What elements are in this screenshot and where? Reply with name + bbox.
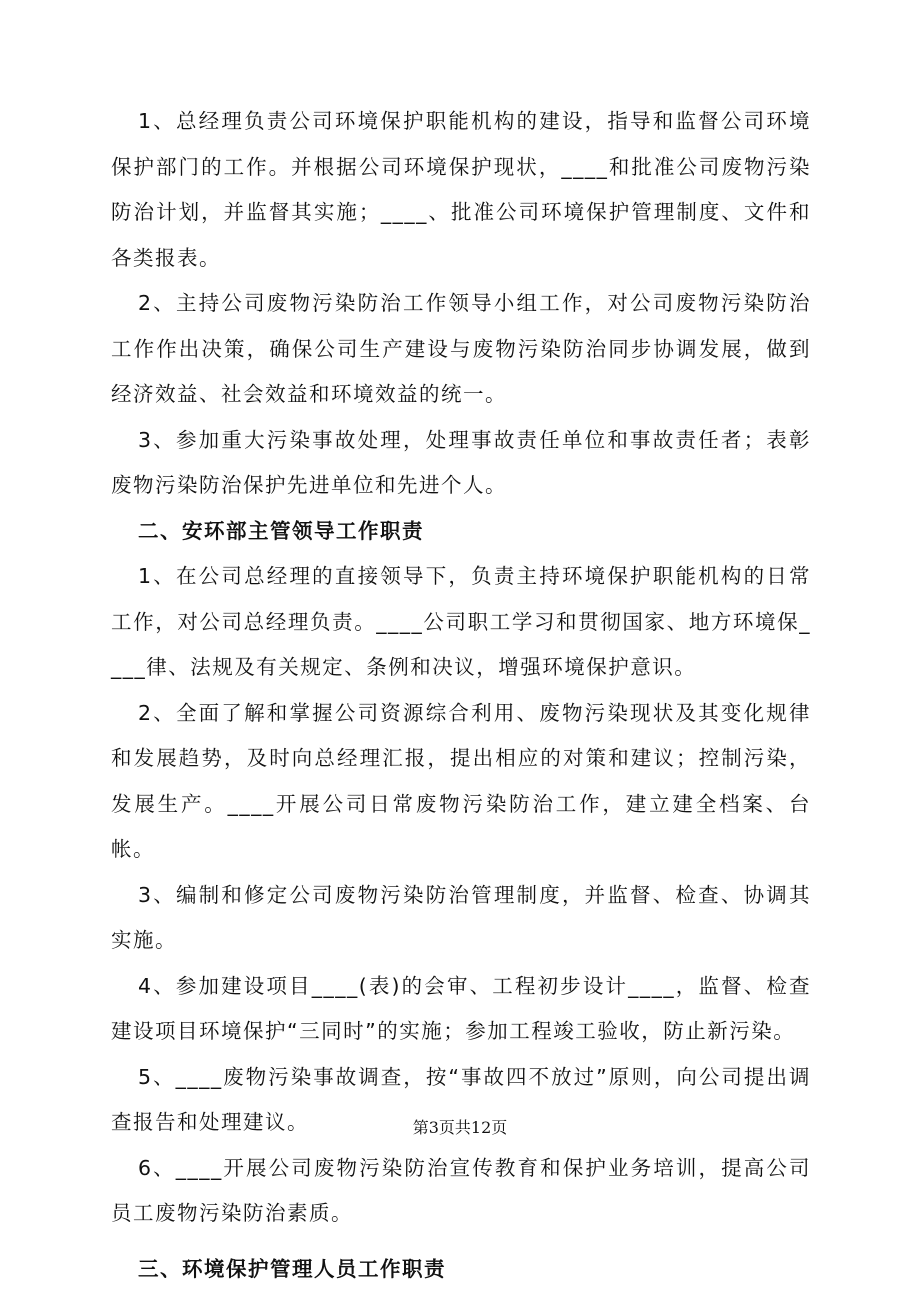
section-3-heading: 三、环境保护管理人员工作职责 [111,1247,811,1292]
paragraph-2-2: 2、全面了解和掌握公司资源综合利用、废物污染现状及其变化规律和发展趋势，及时向总经理汇报，提出相应的对策和建议；控制污染，发展生产。____开展公司日常废物污染防治工作，建立建全档案、台帐。 [111,691,811,873]
document-body [111,99,811,1292]
paragraph-2-3: 3、编制和修定公司废物污染防治管理制度，并监督、检查、协调其实施。 [111,873,811,964]
paragraph-2-1: 1、在公司总经理的直接领导下，负责主持环境保护职能机构的日常工作，对公司总经理负责。____公司职工学习和贯彻国家、地方环境保____律、法规及有关规定、条例和决议，增强环境保护意识。 [111,554,811,691]
paragraph-2-6: 6、____开展公司废物污染防治宣传教育和保护业务培训，提高公司员工废物污染防治素质。 [111,1146,811,1237]
paragraph-2-4: 4、参加建设项目____(表)的会审、工程初步设计____，监督、检查建设项目环境保护“三同时”的实施；参加工程竣工验收，防止新污染。 [111,964,811,1055]
page-number: 第3页共12页 [0,1118,920,1138]
paragraph-1-1: 1、总经理负责公司环境保护职能机构的建设，指导和监督公司环境保护部门的工作。并根据公司环境保护现状，____和批准公司废物污染防治计划，并监督其实施；____、批准公司环境保护管理制度、文件和各类报表。 [111,99,811,281]
paragraph-1-3: 3、参加重大污染事故处理，处理事故责任单位和事故责任者；表彰废物污染防治保护先进单位和先进个人。 [111,418,811,509]
paragraph-1-2: 2、主持公司废物污染防治工作领导小组工作，对公司废物污染防治工作作出决策，确保公司生产建设与废物污染防治同步协调发展，做到经济效益、社会效益和环境效益的统一。 [111,281,811,418]
section-2-heading: 二、安环部主管领导工作职责 [111,509,811,555]
paragraph-2-5: 5、____废物污染事故调查，按“事故四不放过”原则，向公司提出调查报告和处理建议。 [111,1055,811,1146]
